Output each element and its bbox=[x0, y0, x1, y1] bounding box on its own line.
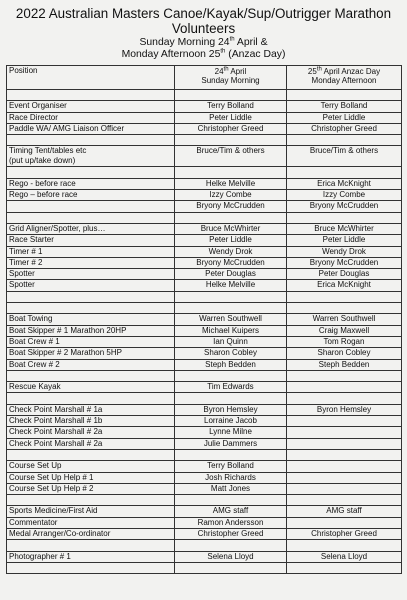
position-cell: Paddle WA/ AMG Liaison Officer bbox=[7, 123, 175, 134]
sunday-volunteer-cell bbox=[175, 212, 287, 223]
table-row bbox=[7, 370, 402, 381]
sunday-volunteer-cell bbox=[175, 495, 287, 506]
position-cell bbox=[7, 303, 175, 314]
sunday-volunteer-cell: Lorraine Jacob bbox=[175, 416, 287, 427]
table-row bbox=[7, 123, 402, 134]
sunday-volunteer-cell: Bruce/Tim & others bbox=[175, 146, 287, 167]
position-cell: Rescue Kayak bbox=[7, 382, 175, 393]
monday-volunteer-cell bbox=[287, 461, 402, 472]
monday-volunteer-cell: Bryony McCrudden bbox=[287, 201, 402, 212]
title-line-1: 2022 Australian Masters Canoe/Kayak/Sup/Outrigger Marathon bbox=[15, 6, 392, 21]
position-cell: Spotter bbox=[7, 280, 175, 291]
table-row bbox=[7, 404, 402, 415]
position-cell: Timer # 2 bbox=[7, 257, 175, 268]
position-cell: Commentator bbox=[7, 517, 175, 528]
sunday-volunteer-cell: Ian Quinn bbox=[175, 336, 287, 347]
table-row bbox=[7, 135, 402, 146]
table-row bbox=[7, 528, 402, 539]
subtitle-line-2: Monday Afternoon 25th (Anzac Day) bbox=[121, 48, 286, 60]
monday-volunteer-cell bbox=[287, 438, 402, 449]
table-row bbox=[7, 269, 402, 280]
position-cell: Sports Medicine/First Aid bbox=[7, 506, 175, 517]
sunday-volunteer-cell: Christopher Greed bbox=[175, 528, 287, 539]
position-cell bbox=[7, 212, 175, 223]
table-row bbox=[7, 336, 402, 347]
table-row bbox=[7, 101, 402, 112]
monday-volunteer-cell bbox=[287, 303, 402, 314]
header-sunday: 24th April Sunday Morning bbox=[175, 66, 287, 90]
table-row bbox=[7, 495, 402, 506]
position-cell bbox=[7, 370, 175, 381]
monday-volunteer-cell: Christopher Greed bbox=[287, 123, 402, 134]
position-cell: Spotter bbox=[7, 269, 175, 280]
sunday-volunteer-cell bbox=[175, 449, 287, 460]
monday-volunteer-cell: Peter Liddle bbox=[287, 112, 402, 123]
monday-volunteer-cell: Bruce McWhirter bbox=[287, 223, 402, 234]
position-cell: Course Set Up Help # 2 bbox=[7, 483, 175, 494]
sunday-volunteer-cell: Ramon Andersson bbox=[175, 517, 287, 528]
sunday-volunteer-cell: AMG staff bbox=[175, 506, 287, 517]
position-cell bbox=[7, 540, 175, 551]
monday-volunteer-cell bbox=[287, 416, 402, 427]
document-subtitle bbox=[6, 37, 401, 61]
sunday-volunteer-cell: Wendy Drok bbox=[175, 246, 287, 257]
monday-volunteer-cell bbox=[287, 427, 402, 438]
sunday-volunteer-cell: Helke Melville bbox=[175, 178, 287, 189]
sunday-volunteer-cell: Byron Hemsley bbox=[175, 404, 287, 415]
table-row bbox=[7, 551, 402, 562]
table-row bbox=[7, 517, 402, 528]
subtitle-line-1: Sunday Morning 24th April & bbox=[139, 36, 268, 48]
table-row bbox=[7, 416, 402, 427]
monday-volunteer-cell: Tom Rogan bbox=[287, 336, 402, 347]
sunday-volunteer-cell bbox=[175, 90, 287, 101]
position-cell bbox=[7, 201, 175, 212]
monday-volunteer-cell bbox=[287, 382, 402, 393]
table-row bbox=[7, 167, 402, 178]
monday-volunteer-cell: Craig Maxwell bbox=[287, 325, 402, 336]
position-cell: Check Point Marshall # 1b bbox=[7, 416, 175, 427]
sunday-volunteer-cell: Warren Southwell bbox=[175, 314, 287, 325]
sunday-volunteer-cell: Michael Kuipers bbox=[175, 325, 287, 336]
sunday-volunteer-cell: Sharon Cobley bbox=[175, 348, 287, 359]
position-cell bbox=[7, 90, 175, 101]
sunday-volunteer-cell: Peter Liddle bbox=[175, 112, 287, 123]
position-cell: Event Organiser bbox=[7, 101, 175, 112]
position-cell bbox=[7, 167, 175, 178]
sunday-volunteer-cell: Peter Douglas bbox=[175, 269, 287, 280]
table-row bbox=[7, 201, 402, 212]
position-cell: Medal Arranger/Co-ordinator bbox=[7, 528, 175, 539]
table-row bbox=[7, 246, 402, 257]
table-row bbox=[7, 314, 402, 325]
volunteer-roster-table bbox=[6, 65, 402, 574]
position-cell: Boat Towing bbox=[7, 314, 175, 325]
monday-volunteer-cell bbox=[287, 212, 402, 223]
position-cell: Check Point Marshall # 2a bbox=[7, 438, 175, 449]
sunday-volunteer-cell bbox=[175, 303, 287, 314]
position-cell bbox=[7, 135, 175, 146]
table-row bbox=[7, 506, 402, 517]
monday-volunteer-cell: Warren Southwell bbox=[287, 314, 402, 325]
monday-volunteer-cell: Sharon Cobley bbox=[287, 348, 402, 359]
monday-volunteer-cell bbox=[287, 291, 402, 302]
sunday-volunteer-cell: Helke Melville bbox=[175, 280, 287, 291]
position-cell: Timing Tent/tables etc (put up/take down) bbox=[7, 146, 175, 167]
position-cell bbox=[7, 562, 175, 573]
monday-volunteer-cell: Steph Bedden bbox=[287, 359, 402, 370]
table-row bbox=[7, 178, 402, 189]
document-title bbox=[6, 6, 401, 36]
monday-volunteer-cell: AMG staff bbox=[287, 506, 402, 517]
sunday-volunteer-cell: Terry Bolland bbox=[175, 461, 287, 472]
table-row bbox=[7, 393, 402, 404]
position-cell: Course Set Up Help # 1 bbox=[7, 472, 175, 483]
sunday-volunteer-cell: Bruce McWhirter bbox=[175, 223, 287, 234]
sunday-volunteer-cell: Bryony McCrudden bbox=[175, 201, 287, 212]
sunday-volunteer-cell: Tim Edwards bbox=[175, 382, 287, 393]
monday-volunteer-cell: Bryony McCrudden bbox=[287, 257, 402, 268]
table-row bbox=[7, 146, 402, 167]
position-cell: Rego – before race bbox=[7, 190, 175, 201]
monday-volunteer-cell: Erica McKnight bbox=[287, 280, 402, 291]
table-row bbox=[7, 291, 402, 302]
sunday-volunteer-cell: Josh Richards bbox=[175, 472, 287, 483]
table-row bbox=[7, 325, 402, 336]
sunday-volunteer-cell: Steph Bedden bbox=[175, 359, 287, 370]
position-cell: Boat Skipper # 2 Marathon 5HP bbox=[7, 348, 175, 359]
sunday-volunteer-cell bbox=[175, 291, 287, 302]
position-cell: Race Starter bbox=[7, 235, 175, 246]
position-cell: Check Point Marshall # 1a bbox=[7, 404, 175, 415]
table-row bbox=[7, 461, 402, 472]
position-cell: Grid Aligner/Spotter, plus… bbox=[7, 223, 175, 234]
position-cell: Check Point Marshall # 2a bbox=[7, 427, 175, 438]
table-header-row bbox=[7, 66, 402, 90]
monday-volunteer-cell bbox=[287, 370, 402, 381]
table-row bbox=[7, 438, 402, 449]
table-row bbox=[7, 562, 402, 573]
position-cell bbox=[7, 495, 175, 506]
sunday-volunteer-cell bbox=[175, 540, 287, 551]
monday-volunteer-cell bbox=[287, 135, 402, 146]
monday-volunteer-cell: Erica McKnight bbox=[287, 178, 402, 189]
title-line-2: Volunteers bbox=[171, 21, 236, 36]
sunday-volunteer-cell: Peter Liddle bbox=[175, 235, 287, 246]
sunday-volunteer-cell bbox=[175, 393, 287, 404]
monday-volunteer-cell bbox=[287, 540, 402, 551]
sunday-volunteer-cell bbox=[175, 167, 287, 178]
position-cell: Rego - before race bbox=[7, 178, 175, 189]
table-row bbox=[7, 359, 402, 370]
position-cell: Boat Crew # 2 bbox=[7, 359, 175, 370]
header-monday: 25th April Anzac Day Monday Afternoon bbox=[287, 66, 402, 90]
sunday-volunteer-cell: Bryony McCrudden bbox=[175, 257, 287, 268]
position-cell: Boat Crew # 1 bbox=[7, 336, 175, 347]
monday-volunteer-cell bbox=[287, 495, 402, 506]
position-cell: Timer # 1 bbox=[7, 246, 175, 257]
table-row bbox=[7, 303, 402, 314]
table-row bbox=[7, 427, 402, 438]
table-row bbox=[7, 449, 402, 460]
table-row bbox=[7, 472, 402, 483]
position-cell: Course Set Up bbox=[7, 461, 175, 472]
header-position: Position bbox=[7, 66, 175, 90]
sunday-volunteer-cell: Lynne Milne bbox=[175, 427, 287, 438]
monday-volunteer-cell bbox=[287, 517, 402, 528]
position-cell: Photographer # 1 bbox=[7, 551, 175, 562]
monday-volunteer-cell: Bruce/Tim & others bbox=[287, 146, 402, 167]
monday-volunteer-cell: Terry Bolland bbox=[287, 101, 402, 112]
table-row bbox=[7, 212, 402, 223]
position-cell bbox=[7, 393, 175, 404]
monday-volunteer-cell bbox=[287, 393, 402, 404]
monday-volunteer-cell: Selena Lloyd bbox=[287, 551, 402, 562]
table-row bbox=[7, 483, 402, 494]
position-cell bbox=[7, 291, 175, 302]
table-row bbox=[7, 223, 402, 234]
sunday-volunteer-cell: Matt Jones bbox=[175, 483, 287, 494]
table-row bbox=[7, 235, 402, 246]
monday-volunteer-cell: Izzy Combe bbox=[287, 190, 402, 201]
monday-volunteer-cell: Christopher Greed bbox=[287, 528, 402, 539]
monday-volunteer-cell bbox=[287, 90, 402, 101]
monday-volunteer-cell bbox=[287, 562, 402, 573]
monday-volunteer-cell bbox=[287, 472, 402, 483]
monday-volunteer-cell bbox=[287, 449, 402, 460]
sunday-volunteer-cell bbox=[175, 370, 287, 381]
table-row bbox=[7, 540, 402, 551]
sunday-volunteer-cell: Julie Dammers bbox=[175, 438, 287, 449]
monday-volunteer-cell: Peter Liddle bbox=[287, 235, 402, 246]
table-row bbox=[7, 348, 402, 359]
position-cell bbox=[7, 449, 175, 460]
sunday-volunteer-cell bbox=[175, 562, 287, 573]
table-row bbox=[7, 280, 402, 291]
position-cell: Race Director bbox=[7, 112, 175, 123]
monday-volunteer-cell bbox=[287, 167, 402, 178]
table-row bbox=[7, 112, 402, 123]
monday-volunteer-cell: Peter Douglas bbox=[287, 269, 402, 280]
monday-volunteer-cell bbox=[287, 483, 402, 494]
sunday-volunteer-cell: Izzy Combe bbox=[175, 190, 287, 201]
sunday-volunteer-cell bbox=[175, 135, 287, 146]
table-row bbox=[7, 190, 402, 201]
table-row bbox=[7, 257, 402, 268]
sunday-volunteer-cell: Selena Lloyd bbox=[175, 551, 287, 562]
monday-volunteer-cell: Byron Hemsley bbox=[287, 404, 402, 415]
sunday-volunteer-cell: Christopher Greed bbox=[175, 123, 287, 134]
table-row bbox=[7, 382, 402, 393]
sunday-volunteer-cell: Terry Bolland bbox=[175, 101, 287, 112]
table-row bbox=[7, 90, 402, 101]
monday-volunteer-cell: Wendy Drok bbox=[287, 246, 402, 257]
position-cell: Boat Skipper # 1 Marathon 20HP bbox=[7, 325, 175, 336]
